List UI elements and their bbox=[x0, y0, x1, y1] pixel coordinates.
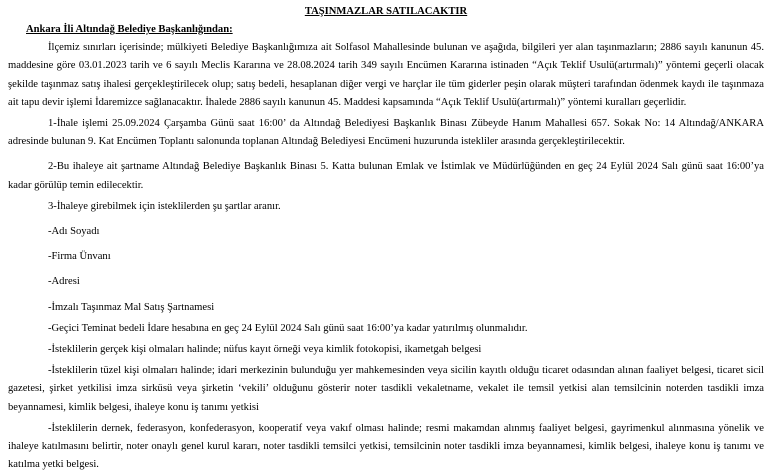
requirement-specification: -İmzalı Taşınmaz Mal Satış Şartnamesi bbox=[48, 301, 215, 313]
requirement-associations: -İsteklilerin dernek, federasyon, konfederasyon, kooperatif veya vakıf olması halinde; resmi makamdan alınmış faaliyet belgesi, gayrimenkul alınmasına yönelik ve ihaleye katılmasını belirtir, noter onaylı genel kurul kararı, noter tasdikli temsilci yetkisi, temsilcinin noter tasdikli imza beyannamesi, kimlik belgesi, ihaleye konu iş tanımı ve katılma yetki belgesi. bbox=[8, 422, 764, 471]
clause-3: 3-İhaleye girebilmek için isteklilerden şu şartlar aranır. bbox=[48, 200, 281, 212]
clause-1: 1-İhale işlemi 25.09.2024 Çarşamba Günü saat 16:00’ da Altındağ Belediyesi Başkanlık Binası Zübeyde Hanım Mahallesi 657. Sokak No: 14 Altındağ/ANKARA adresinde bulunan 9. Kat Encümen Toplantı salonunda toplanan Altındağ Belediyesi Encümeni huzurunda istekliler arasında gerçekleştirilecektir. bbox=[8, 118, 764, 148]
requirement-real-person: -İsteklilerin gerçek kişi olmaları halinde; nüfus kayıt örneği veya kimlik fotokopisi, ikametgah belgesi bbox=[48, 344, 482, 356]
intro-paragraph: İlçemiz sınırları içerisinde; mülkiyeti Belediye Başkanlığımıza ait Solfasol Mahallesinde bulunan ve aşağıda, bilgileri yer alan taşınmazların; 2886 sayılı kanunun 45. maddesine göre 03.01.2023 tarih ve 6 sayılı Meclis Kararına ve 28.08.2024 tarih 349 sayılı Encümen Kararına istinaden “Açık Teklif Usulü(artırmalı)” yöntemi geçerli olacak şekilde taşınmaz satış ihalesi gerçekleştirilecek olup; satış bedeli, hesaplanan diğer vergi ve harçlar ile tüm giderler peşin olarak müşteri tarafından ödenmek kaydı ile taşınmaza ait tapu devir işlemi İdaremizce sağlanacaktır. İhalede 2886 sayılı kanunun 45. Maddesi kapsamında “Açık Teklif Usulü(artırmalı)” yöntemi kuralları geçerlidir. bbox=[8, 42, 764, 108]
notice-title: TAŞINMAZLAR SATILACAKTIR bbox=[304, 6, 468, 17]
requirement-company: -Firma Ünvanı bbox=[48, 251, 111, 263]
requirement-address: -Adresi bbox=[48, 276, 80, 288]
requirement-legal-entity: -İsteklilerin tüzel kişi olmaları halinde; idari merkezinin bulunduğu yer mahkemesinden veya sicilin kayıtlı olduğu ticaret odasından alınan faaliyet belgesi, ticaret sicil gazetesi, şirket yetkilisi imza sirküsü veya şirketin ‘vekili’ olduğunu gösterir noter tasdikli vekaletname, vekalet ile temsil yetkisi alan temsilcinin noterden tasdikli imza beyannamesi, kimlik belgesi, ihaleye konu iş tanımı yetkisi bbox=[8, 365, 764, 413]
requirement-name: -Adı Soyadı bbox=[48, 226, 100, 238]
clause-2: 2-Bu ihaleye ait şartname Altındağ Belediye Başkanlık Binası 5. Katta bulunan Emlak ve İstimlak ve Müdürlüğünden en geç 24 Eylül 2024 Salı günü saat 16:00’ya kadar görülüp temin edilecektir. bbox=[8, 161, 764, 191]
addressee-line: Ankara İli Altındağ Belediye Başkanlığından: bbox=[26, 24, 233, 35]
requirement-deposit: -Geçici Teminat bedeli İdare hesabına en geç 24 Eylül 2024 Salı günü saat 16:00’ya kadar yatırılmış olunmalıdır. bbox=[48, 322, 528, 334]
